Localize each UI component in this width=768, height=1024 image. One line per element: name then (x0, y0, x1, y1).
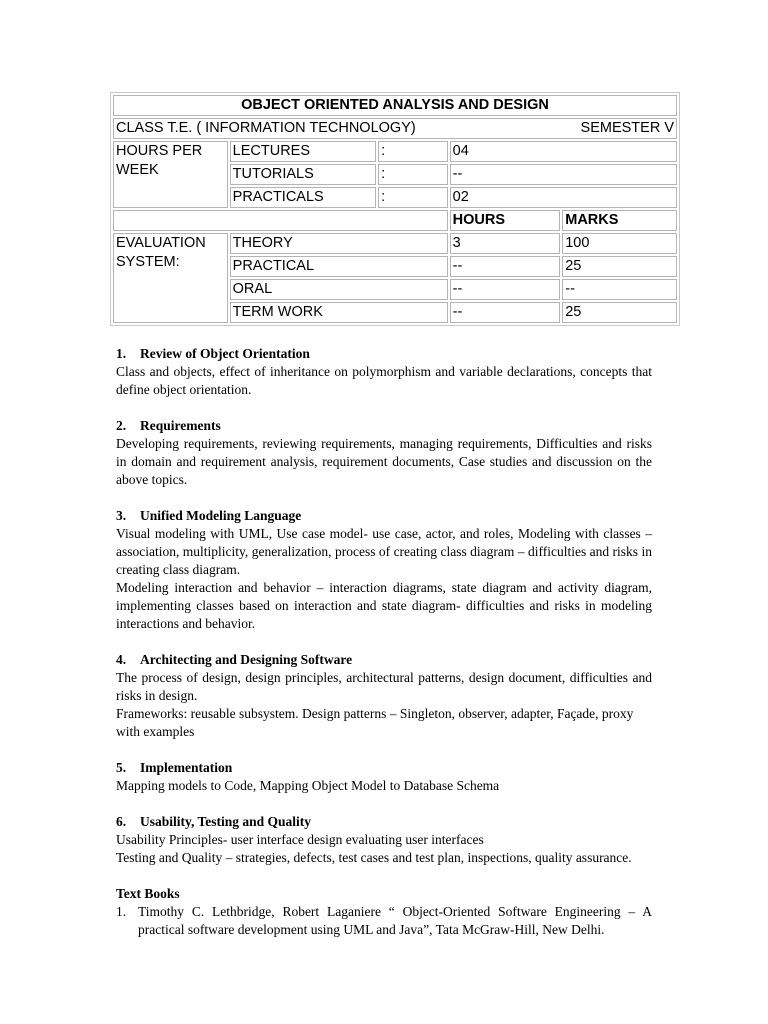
section-paragraph: The process of design, design principles, architectural patterns, design document, difficulties and risks in design. (116, 670, 652, 703)
practicals-label: PRACTICALS (230, 187, 376, 208)
text-books (116, 885, 652, 939)
section-paragraph: Mapping models to Code, Mapping Object Model to Database Schema (116, 778, 500, 793)
eval-hours: -- (450, 279, 561, 300)
practicals-sep: : (378, 187, 448, 208)
eval-label: TERM WORK (230, 302, 448, 323)
section-heading: 4. Architecting and Designing Software (116, 652, 353, 667)
section (116, 507, 652, 633)
section (116, 651, 652, 741)
eval-marks: -- (562, 279, 677, 300)
syllabus-content (116, 345, 652, 939)
eval-row (113, 233, 677, 254)
eval-label: ORAL (230, 279, 448, 300)
class-label: CLASS T.E. ( INFORMATION TECHNOLOGY) (116, 120, 416, 136)
class-row (113, 118, 677, 139)
section-paragraph: Modeling interaction and behavior – interaction diagrams, state diagram and activity diagram, implementing classes based on interaction and state diagram- difficulties and risks in modeling interactions and behavior. (116, 580, 652, 631)
section (116, 813, 652, 867)
title-row (113, 95, 677, 116)
course-title: OBJECT ORIENTED ANALYSIS AND DESIGN (113, 95, 677, 116)
lectures-value: 04 (450, 141, 677, 162)
syllabus-table (110, 92, 680, 326)
eval-hours: -- (450, 256, 561, 277)
marks-column-header: MARKS (562, 210, 677, 231)
section (116, 759, 652, 795)
section (116, 417, 652, 489)
eval-label: PRACTICAL (230, 256, 448, 277)
book-text: Timothy C. Lethbridge, Robert Laganiere “ Object-Oriented Software Engineering – A practical software development using UML and Java”, Tata McGraw-Hill, New Delhi. (138, 904, 652, 937)
eval-header-row (113, 210, 677, 231)
hours-per-week-label: HOURS PER WEEK (113, 141, 228, 208)
tutorials-label: TUTORIALS (230, 164, 376, 185)
section-paragraph: Testing and Quality – strategies, defects, test cases and test plan, inspections, quality assurance. (116, 850, 632, 865)
section (116, 345, 652, 399)
section-paragraph: Visual modeling with UML, Use case model- use case, actor, and roles, Modeling with classes – association, multiplicity, generalization, process of creating class diagram – difficulties and risks in creating class diagram. (116, 526, 652, 577)
practicals-value: 02 (450, 187, 677, 208)
section-paragraph: Developing requirements, reviewing requirements, managing requirements, Difficulties and risks in domain and requirement analysis, requirement documents, Case studies and discussion on the above topics. (116, 436, 652, 487)
book-item (116, 903, 652, 939)
section-paragraph: Class and objects, effect of inheritance on polymorphism and variable declarations, concepts that define object orientation. (116, 364, 652, 397)
evaluation-system-label: EVALUATION SYSTEM: (113, 233, 228, 323)
eval-marks: 25 (562, 256, 677, 277)
section-paragraph: Usability Principles- user interface design evaluating user interfaces (116, 832, 484, 847)
lectures-sep: : (378, 141, 448, 162)
eval-hours: 3 (450, 233, 561, 254)
eval-hours: -- (450, 302, 561, 323)
tutorials-sep: : (378, 164, 448, 185)
section-heading: 6. Usability, Testing and Quality (116, 814, 312, 829)
section-heading: 3. Unified Modeling Language (116, 508, 302, 523)
section-heading: 1. Review of Object Orientation (116, 346, 310, 361)
eval-marks: 100 (562, 233, 677, 254)
tutorials-value: -- (450, 164, 677, 185)
book-number: 1. (116, 904, 127, 919)
eval-marks: 25 (562, 302, 677, 323)
eval-label: THEORY (230, 233, 448, 254)
hours-row (113, 141, 677, 162)
text-books-heading: Text Books (116, 886, 180, 901)
lectures-label: LECTURES (230, 141, 376, 162)
section-paragraph: Frameworks: reusable subsystem. Design patterns – Singleton, observer, adapter, Façade, proxy with examples (116, 706, 634, 739)
semester-label: SEMESTER V (580, 120, 674, 136)
hours-column-header: HOURS (450, 210, 561, 231)
section-heading: 2. Requirements (116, 418, 221, 433)
section-heading: 5. Implementation (116, 760, 233, 775)
